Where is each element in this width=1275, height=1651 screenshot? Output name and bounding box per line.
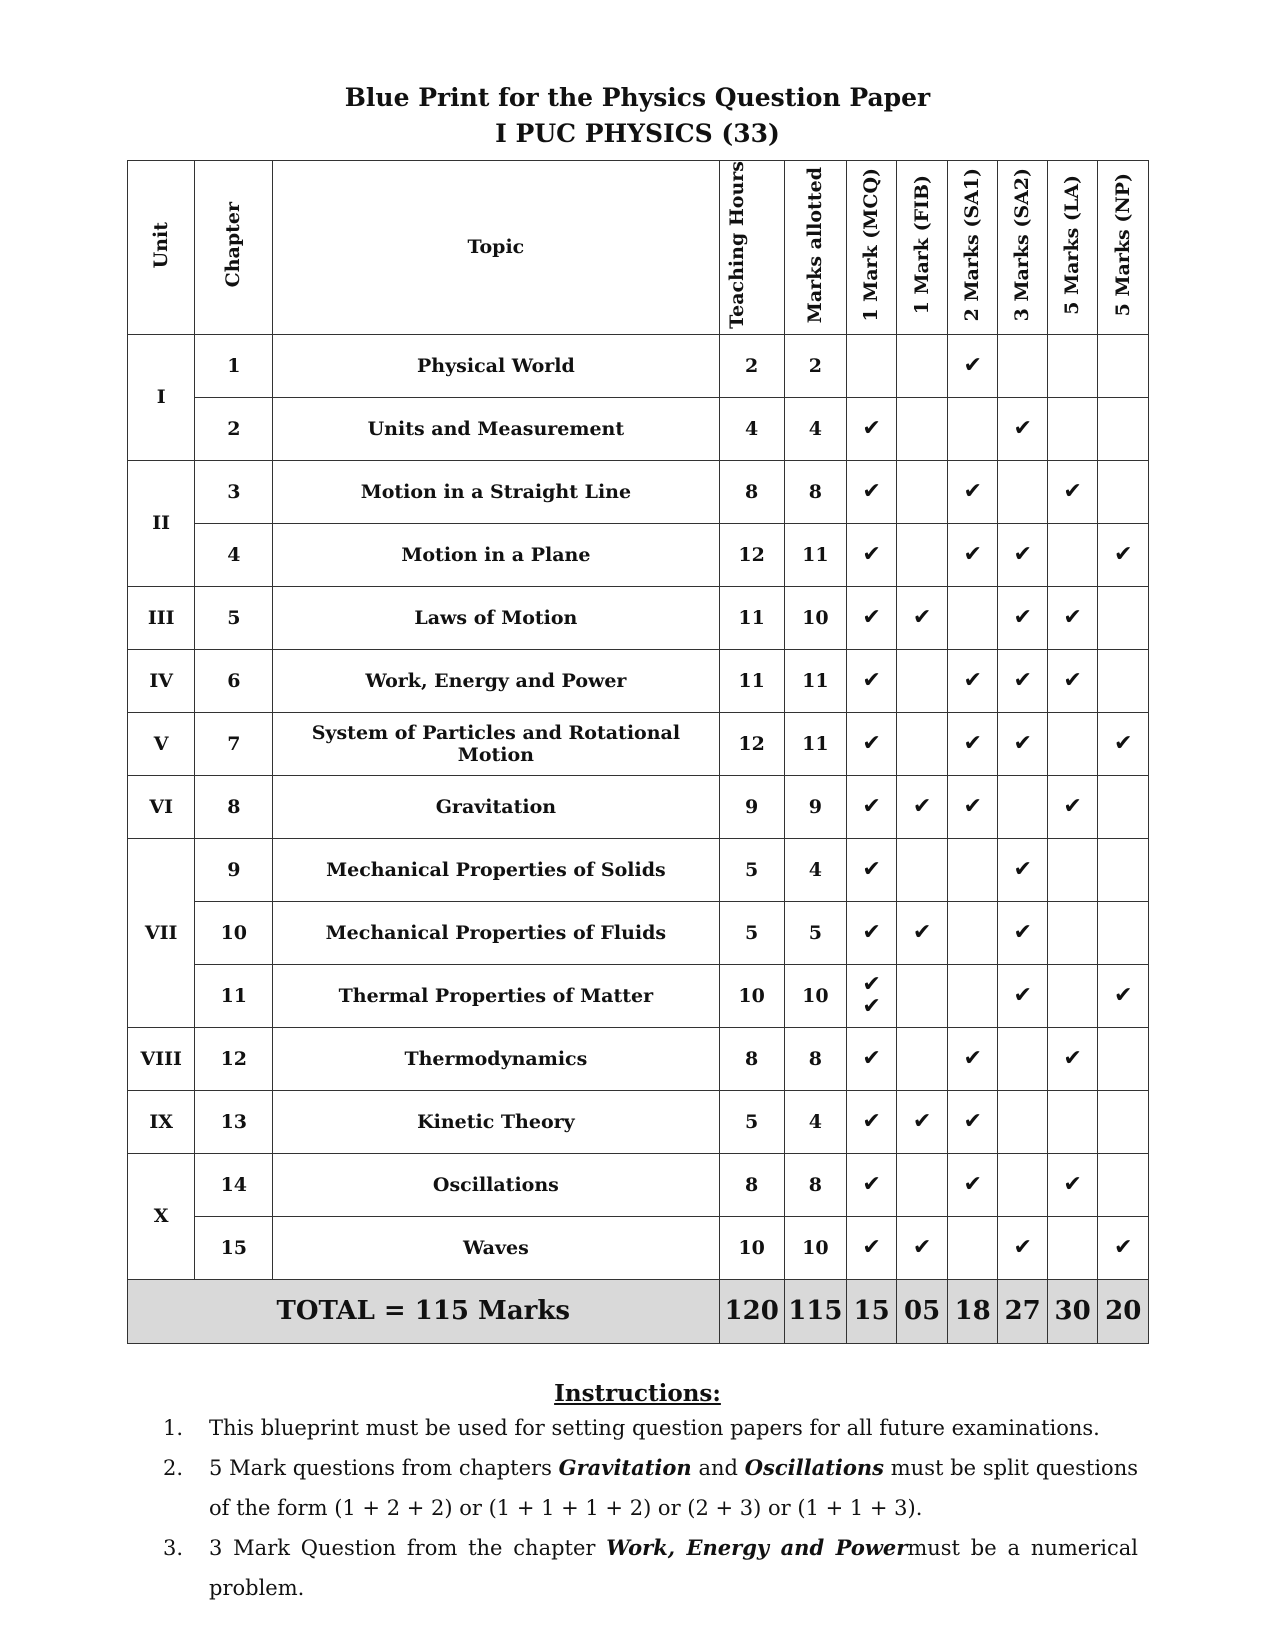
tick-cell xyxy=(998,775,1047,838)
page-title: Blue Print for the Physics Question Paper xyxy=(344,83,931,112)
tick-cell xyxy=(897,964,948,1027)
tick-cell xyxy=(947,523,998,586)
table-row xyxy=(128,649,1149,712)
tick-cell xyxy=(897,649,948,712)
tick-cell xyxy=(1098,460,1149,523)
topic-cell: Mechanical Properties of Solids xyxy=(273,838,719,901)
page-subtitle: I PUC PHYSICS (33) xyxy=(495,119,780,148)
check-icon: ✔ xyxy=(912,604,932,630)
tick-cell xyxy=(998,901,1047,964)
tick-cell xyxy=(947,838,998,901)
marks-cell: 9 xyxy=(784,775,846,838)
tick-cell xyxy=(947,397,998,460)
table-row xyxy=(128,838,1149,901)
tick-cell xyxy=(846,586,897,649)
check-icon: ✔ xyxy=(912,793,932,819)
check-icon: ✔ xyxy=(862,1108,881,1134)
check-icon: ✔ xyxy=(912,1108,932,1134)
instructions-list xyxy=(163,1408,1138,1608)
check-icon: ✔ xyxy=(963,667,982,693)
tick-cell xyxy=(1047,775,1098,838)
tick-cell xyxy=(1047,334,1098,397)
tick-cell xyxy=(1047,397,1098,460)
tick-cell xyxy=(947,586,998,649)
topic-cell: Oscillations xyxy=(273,1153,719,1216)
tick-cell xyxy=(846,1027,897,1090)
instruction-item xyxy=(163,1448,1138,1528)
check-icon: ✔ xyxy=(1063,1045,1082,1071)
instructions-heading: Instructions: xyxy=(554,1380,721,1407)
chapter-cell: 11 xyxy=(195,964,273,1027)
tick-cell xyxy=(947,460,998,523)
tick-cell xyxy=(998,1027,1047,1090)
tick-cell xyxy=(1098,1027,1149,1090)
unit-cell: IX xyxy=(128,1090,195,1153)
tick-cell xyxy=(1098,334,1149,397)
hours-cell: 9 xyxy=(719,775,784,838)
tick-cell xyxy=(1047,838,1098,901)
instruction-text: 5 Mark questions from chapters xyxy=(209,1456,559,1480)
table-row xyxy=(128,775,1149,838)
tick-cell xyxy=(1098,964,1149,1027)
chapter-cell: 13 xyxy=(195,1090,273,1153)
chapter-cell: 10 xyxy=(195,901,273,964)
chapter-cell: 9 xyxy=(195,838,273,901)
tick-cell xyxy=(897,523,948,586)
tick-cell xyxy=(1047,1216,1098,1279)
instruction-text: must be split questions of the form (1 + 2 + 2) or (1 + 1 + 1 + 2) or (2 + 3) or (1 + 1 + 3). xyxy=(209,1456,1138,1520)
topic-cell: Motion in a Plane xyxy=(273,523,719,586)
tick-cell xyxy=(1098,586,1149,649)
unit-cell: VIII xyxy=(128,1027,195,1090)
table-row xyxy=(128,1090,1149,1153)
marks-cell: 10 xyxy=(784,586,846,649)
check-icon: ✔ xyxy=(1113,1234,1133,1260)
header-mark-col: 5 Marks (NP) xyxy=(1098,161,1149,335)
check-icon: ✔ xyxy=(1063,478,1082,504)
tick-cell xyxy=(998,838,1047,901)
tick-cell xyxy=(897,712,948,775)
tick-cell xyxy=(947,334,998,397)
header-chapter: Chapter xyxy=(195,161,273,335)
check-icon: ✔ xyxy=(862,1234,881,1260)
header-mark-col: 5 Marks (LA) xyxy=(1047,161,1098,335)
header-unit: Unit xyxy=(128,161,195,335)
table-row xyxy=(128,397,1149,460)
tick-cell xyxy=(947,649,998,712)
instruction-item xyxy=(163,1408,1138,1448)
hours-cell: 2 xyxy=(719,334,784,397)
check-icon: ✔ xyxy=(1063,793,1082,819)
tick-cell xyxy=(897,775,948,838)
tick-cell xyxy=(1098,397,1149,460)
tick-cell xyxy=(897,586,948,649)
check-icon: ✔ xyxy=(862,993,881,1019)
table-row xyxy=(128,901,1149,964)
topic-cell: Physical World xyxy=(273,334,719,397)
header-row xyxy=(128,161,1149,335)
check-icon: ✔ xyxy=(862,415,881,441)
tick-cell xyxy=(1047,1027,1098,1090)
check-icon: ✔ xyxy=(912,919,932,945)
unit-cell: II xyxy=(128,460,195,586)
check-icon: ✔ xyxy=(1013,1234,1032,1260)
topic-cell: Work, Energy and Power xyxy=(273,649,719,712)
marks-cell: 8 xyxy=(784,1027,846,1090)
unit-cell: IV xyxy=(128,649,195,712)
topic-cell: Thermodynamics xyxy=(273,1027,719,1090)
table-row xyxy=(128,1216,1149,1279)
unit-cell: VII xyxy=(128,838,195,1027)
tick-cell xyxy=(998,1216,1047,1279)
marks-cell: 5 xyxy=(784,901,846,964)
chapter-cell: 12 xyxy=(195,1027,273,1090)
marks-cell: 10 xyxy=(784,1216,846,1279)
tick-cell xyxy=(947,1027,998,1090)
unit-cell: V xyxy=(128,712,195,775)
marks-cell: 10 xyxy=(784,964,846,1027)
unit-cell: X xyxy=(128,1153,195,1279)
check-icon: ✔ xyxy=(1013,541,1032,567)
topic-cell: Units and Measurement xyxy=(273,397,719,460)
header-mark-col: 2 Marks (SA1) xyxy=(947,161,998,335)
tick-cell xyxy=(897,901,948,964)
blueprint-table xyxy=(127,160,1149,1344)
instruction-text: 3 Mark Question from the chapter xyxy=(209,1536,607,1560)
hours-cell: 8 xyxy=(719,1153,784,1216)
total-row xyxy=(128,1279,1149,1343)
tick-cell xyxy=(1098,775,1149,838)
chapter-cell: 7 xyxy=(195,712,273,775)
hours-cell: 8 xyxy=(719,460,784,523)
tick-cell xyxy=(998,712,1047,775)
tick-cell xyxy=(846,1090,897,1153)
check-icon: ✔ xyxy=(862,667,881,693)
check-icon: ✔ xyxy=(963,1171,982,1197)
check-icon: ✔ xyxy=(1113,730,1133,756)
marks-cell: 2 xyxy=(784,334,846,397)
tick-cell xyxy=(846,334,897,397)
tick-cell xyxy=(897,460,948,523)
check-icon: ✔ xyxy=(862,604,881,630)
unit-cell: VI xyxy=(128,775,195,838)
check-icon: ✔ xyxy=(1013,856,1032,882)
check-icon: ✔ xyxy=(1063,604,1082,630)
chapter-cell: 6 xyxy=(195,649,273,712)
total-label: TOTAL = 115 Marks xyxy=(128,1279,720,1343)
header-mark-col: 3 Marks (SA2) xyxy=(998,161,1047,335)
total-value: 15 xyxy=(846,1279,897,1343)
topic-cell: Thermal Properties of Matter xyxy=(273,964,719,1027)
instruction-text: and xyxy=(691,1456,745,1480)
check-icon: ✔ xyxy=(1013,604,1032,630)
tick-cell xyxy=(998,586,1047,649)
check-icon: ✔ xyxy=(963,478,982,504)
total-value: 115 xyxy=(784,1279,846,1343)
tick-cell xyxy=(846,964,897,1027)
check-icon: ✔ xyxy=(1113,541,1133,567)
tick-cell xyxy=(1047,901,1098,964)
check-icon: ✔ xyxy=(1063,667,1082,693)
chapter-emphasis: Work, Energy and Power xyxy=(606,1535,908,1560)
hours-cell: 5 xyxy=(719,901,784,964)
tick-cell xyxy=(846,901,897,964)
chapter-cell: 14 xyxy=(195,1153,273,1216)
total-value: 27 xyxy=(998,1279,1047,1343)
table-body xyxy=(128,334,1149,1343)
check-icon: ✔ xyxy=(963,352,982,378)
table-row xyxy=(128,586,1149,649)
check-icon: ✔ xyxy=(1013,730,1032,756)
instruction-text: must be a numerical problem. xyxy=(209,1536,1138,1600)
header-topic: Topic xyxy=(273,161,719,335)
hours-cell: 12 xyxy=(719,712,784,775)
tick-cell xyxy=(947,901,998,964)
check-icon: ✔ xyxy=(1013,415,1032,441)
topic-cell: Waves xyxy=(273,1216,719,1279)
topic-cell: Laws of Motion xyxy=(273,586,719,649)
check-icon: ✔ xyxy=(862,1171,881,1197)
topic-cell: Kinetic Theory xyxy=(273,1090,719,1153)
tick-cell xyxy=(1047,523,1098,586)
tick-cell xyxy=(846,1153,897,1216)
marks-cell: 4 xyxy=(784,838,846,901)
table-row xyxy=(128,334,1149,397)
tick-cell xyxy=(1047,649,1098,712)
marks-cell: 4 xyxy=(784,1090,846,1153)
tick-cell xyxy=(897,397,948,460)
marks-cell: 11 xyxy=(784,523,846,586)
check-icon: ✔ xyxy=(862,919,881,945)
tick-cell xyxy=(947,1153,998,1216)
tick-cell xyxy=(998,1153,1047,1216)
tick-cell xyxy=(947,1090,998,1153)
instruction-number: 2. xyxy=(163,1456,184,1480)
tick-cell xyxy=(897,334,948,397)
check-icon: ✔ xyxy=(963,1045,982,1071)
check-icon: ✔ xyxy=(1113,982,1133,1008)
hours-cell: 5 xyxy=(719,838,784,901)
table-row xyxy=(128,1153,1149,1216)
hours-cell: 5 xyxy=(719,1090,784,1153)
table-row xyxy=(128,1027,1149,1090)
tick-cell xyxy=(998,1090,1047,1153)
marks-cell: 8 xyxy=(784,460,846,523)
topic-cell: Motion in a Straight Line xyxy=(273,460,719,523)
tick-cell xyxy=(846,838,897,901)
tick-cell xyxy=(846,775,897,838)
header-teaching-hours: Teaching Hours xyxy=(719,161,784,335)
chapter-cell: 2 xyxy=(195,397,273,460)
marks-cell: 4 xyxy=(784,397,846,460)
tick-cell xyxy=(1098,901,1149,964)
check-icon: ✔ xyxy=(912,1234,932,1260)
instruction-number: 1. xyxy=(163,1416,184,1440)
tick-cell xyxy=(1098,523,1149,586)
total-value: 120 xyxy=(719,1279,784,1343)
topic-cell: Mechanical Properties of Fluids xyxy=(273,901,719,964)
tick-cell xyxy=(1098,712,1149,775)
hours-cell: 12 xyxy=(719,523,784,586)
total-value: 18 xyxy=(947,1279,998,1343)
tick-cell xyxy=(1047,964,1098,1027)
title-block xyxy=(0,80,1275,152)
header-mark-col: 1 Mark (MCQ) xyxy=(846,161,897,335)
tick-cell xyxy=(1047,712,1098,775)
tick-cell xyxy=(897,1216,948,1279)
topic-cell: System of Particles and Rotational Motion xyxy=(273,712,719,775)
marks-cell: 8 xyxy=(784,1153,846,1216)
hours-cell: 4 xyxy=(719,397,784,460)
tick-cell xyxy=(1047,1090,1098,1153)
tick-cell xyxy=(998,397,1047,460)
check-icon: ✔ xyxy=(1063,1171,1082,1197)
table-row xyxy=(128,523,1149,586)
check-icon: ✔ xyxy=(862,1045,881,1071)
table-row xyxy=(128,964,1149,1027)
tick-cell xyxy=(1047,586,1098,649)
total-value: 05 xyxy=(897,1279,948,1343)
tick-cell xyxy=(1098,1216,1149,1279)
tick-cell xyxy=(1047,460,1098,523)
hours-cell: 10 xyxy=(719,964,784,1027)
check-icon: ✔ xyxy=(1013,919,1032,945)
table-row xyxy=(128,712,1149,775)
tick-cell xyxy=(998,649,1047,712)
check-icon: ✔ xyxy=(963,541,982,567)
tick-cell xyxy=(897,838,948,901)
hours-cell: 11 xyxy=(719,649,784,712)
chapter-cell: 1 xyxy=(195,334,273,397)
hours-cell: 8 xyxy=(719,1027,784,1090)
header-mark-col: 1 Mark (FIB) xyxy=(897,161,948,335)
chapter-cell: 15 xyxy=(195,1216,273,1279)
check-icon: ✔ xyxy=(1013,982,1032,1008)
tick-cell xyxy=(947,1216,998,1279)
instruction-number: 3. xyxy=(163,1536,184,1560)
tick-cell xyxy=(998,460,1047,523)
marks-cell: 11 xyxy=(784,649,846,712)
tick-cell xyxy=(846,523,897,586)
check-icon: ✔ xyxy=(862,730,881,756)
tick-cell xyxy=(1047,1153,1098,1216)
tick-cell xyxy=(1098,1153,1149,1216)
instruction-text: This blueprint must be used for setting question papers for all future examinations. xyxy=(209,1416,1100,1440)
tick-cell xyxy=(947,712,998,775)
check-icon: ✔ xyxy=(1013,667,1032,693)
check-icon: ✔ xyxy=(862,856,881,882)
chapter-emphasis: Gravitation xyxy=(558,1455,692,1480)
total-value: 20 xyxy=(1098,1279,1149,1343)
unit-cell: III xyxy=(128,586,195,649)
check-icon: ✔ xyxy=(862,478,881,504)
hours-cell: 11 xyxy=(719,586,784,649)
table-row xyxy=(128,460,1149,523)
tick-cell xyxy=(846,1216,897,1279)
check-icon: ✔ xyxy=(963,793,982,819)
tick-cell xyxy=(846,649,897,712)
check-icon: ✔ xyxy=(963,730,982,756)
chapter-cell: 8 xyxy=(195,775,273,838)
tick-cell xyxy=(897,1027,948,1090)
header-marks-allotted: Marks allotted xyxy=(784,161,846,335)
tick-cell xyxy=(998,523,1047,586)
check-icon: ✔ xyxy=(862,971,881,997)
chapter-emphasis: Oscillations xyxy=(744,1455,884,1480)
tick-cell xyxy=(947,964,998,1027)
tick-cell xyxy=(897,1090,948,1153)
total-value: 30 xyxy=(1047,1279,1098,1343)
check-icon: ✔ xyxy=(862,793,881,819)
instruction-item xyxy=(163,1528,1138,1608)
tick-cell xyxy=(998,334,1047,397)
tick-cell xyxy=(846,712,897,775)
tick-cell xyxy=(947,775,998,838)
tick-cell xyxy=(897,1153,948,1216)
tick-cell xyxy=(1098,649,1149,712)
tick-cell xyxy=(1098,1090,1149,1153)
check-icon: ✔ xyxy=(963,1108,982,1134)
chapter-cell: 5 xyxy=(195,586,273,649)
tick-cell xyxy=(1098,838,1149,901)
tick-cell xyxy=(846,397,897,460)
tick-cell xyxy=(998,964,1047,1027)
unit-cell: I xyxy=(128,334,195,460)
hours-cell: 10 xyxy=(719,1216,784,1279)
marks-cell: 11 xyxy=(784,712,846,775)
topic-cell: Gravitation xyxy=(273,775,719,838)
chapter-cell: 3 xyxy=(195,460,273,523)
tick-cell xyxy=(846,460,897,523)
check-icon: ✔ xyxy=(862,541,881,567)
chapter-cell: 4 xyxy=(195,523,273,586)
